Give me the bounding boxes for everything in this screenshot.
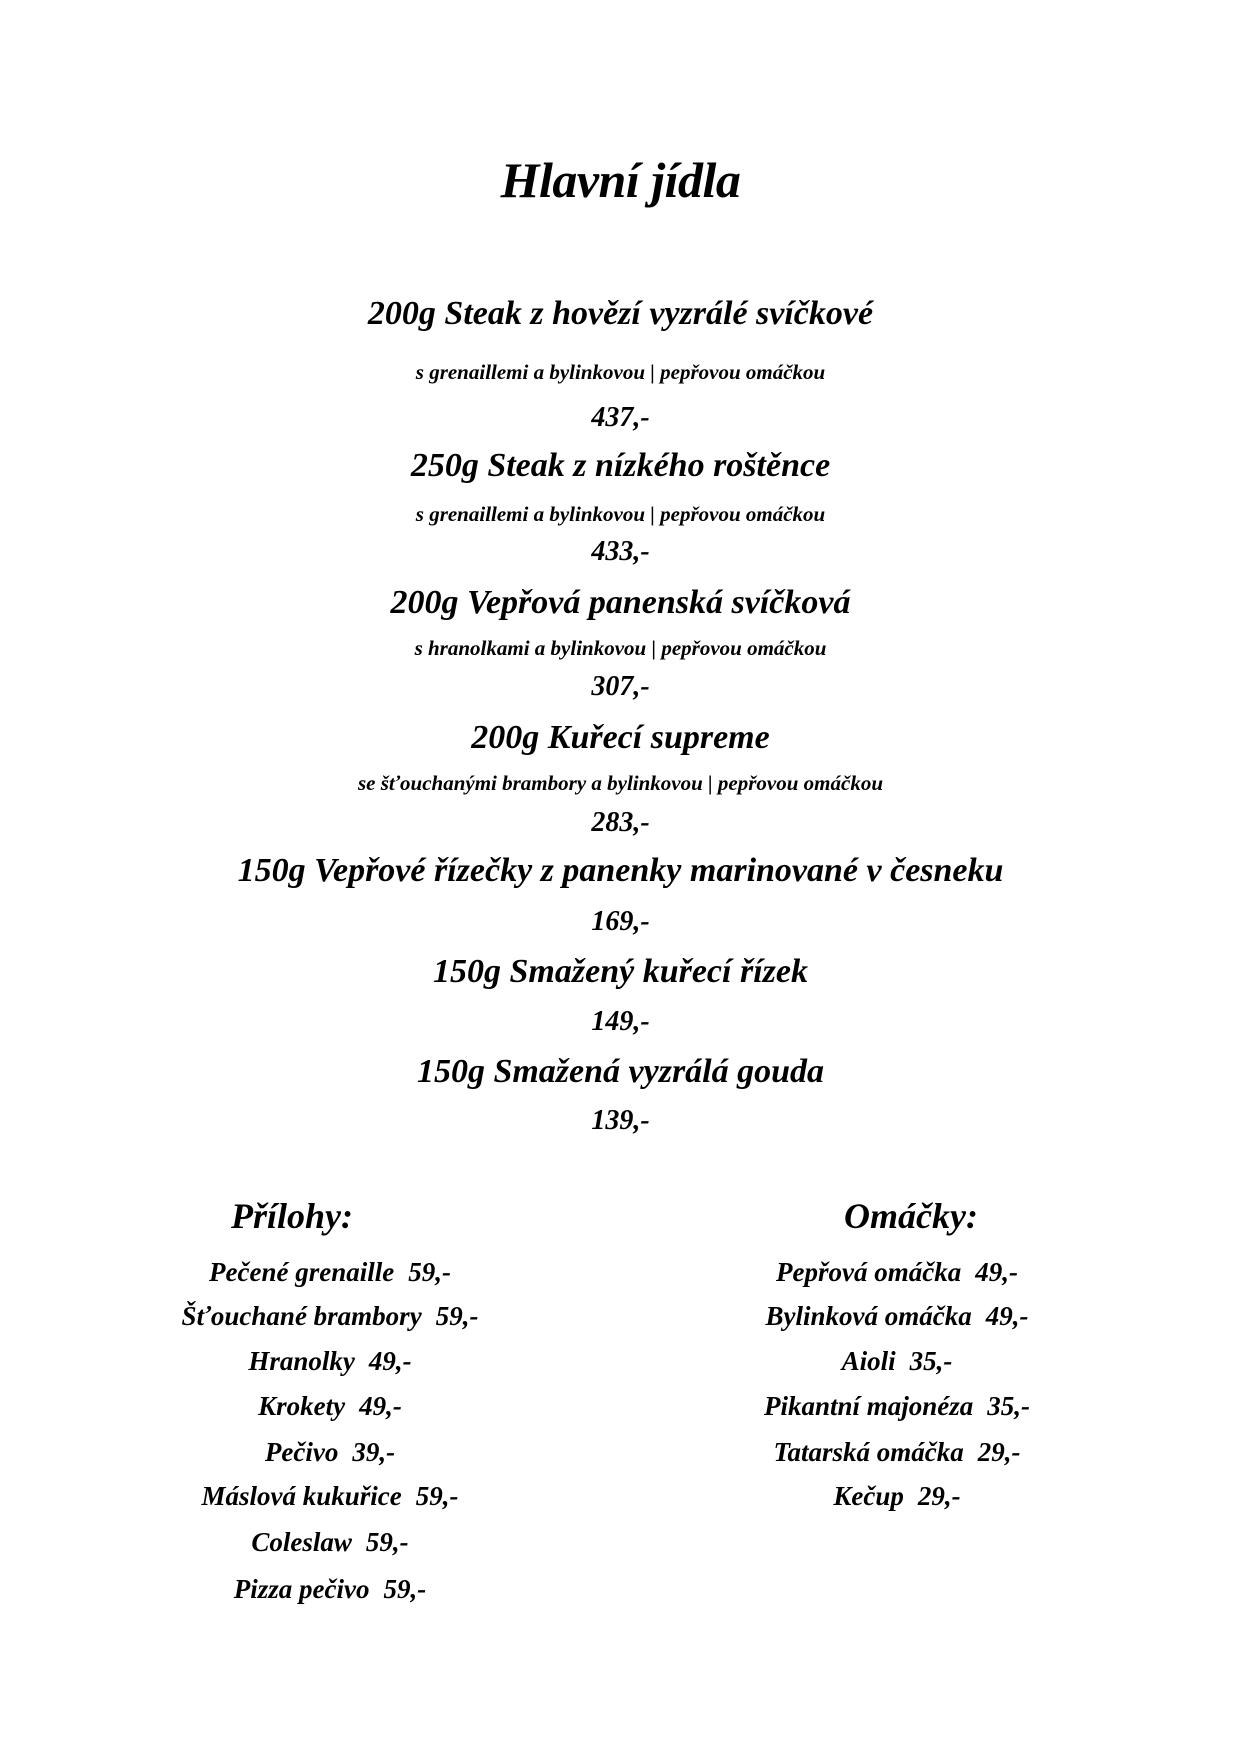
side-item-price: 49,-: [368, 1346, 412, 1376]
dish-name: 150g Smažená vyzrálá gouda: [416, 1053, 825, 1090]
sauce-item-name: Kečup: [833, 1481, 904, 1511]
sauce-item-price: 29,-: [917, 1481, 961, 1511]
side-item: [30, 1344, 630, 1378]
sauce-item-name: Pikantní majonéza: [763, 1391, 974, 1421]
dish-price: 307,-: [591, 671, 650, 702]
sauce-item: [597, 1389, 1197, 1423]
dish-price: 139,-: [591, 1105, 650, 1136]
dish-name: 200g Vepřová panenská svíčková: [390, 584, 851, 621]
dish-name: 150g Smažený kuřecí řízek: [433, 953, 808, 990]
side-item-name: Šťouchané brambory: [181, 1301, 422, 1331]
side-item: [30, 1389, 630, 1423]
sauce-item-name: Tatarská omáčka: [773, 1437, 964, 1467]
dish-description: s hranolkami a bylinkovou | pepřovou omáčkou: [414, 636, 827, 660]
sauces-heading: Omáčky:: [844, 1196, 978, 1236]
page-title: Hlavní jídla: [500, 152, 741, 208]
side-item-name: Pizza pečivo: [233, 1574, 370, 1604]
side-item-name: Pečivo: [264, 1437, 339, 1467]
sauce-item-name: Bylinková omáčka: [765, 1301, 972, 1331]
sauce-item-price: 35,-: [987, 1391, 1031, 1421]
side-item-name: Hranolky: [248, 1346, 355, 1376]
dish-price: 283,-: [591, 807, 650, 838]
sauce-item: [597, 1479, 1197, 1513]
side-item-price: 59,-: [415, 1481, 459, 1511]
side-item: [30, 1299, 630, 1333]
sauce-item: [597, 1435, 1197, 1469]
dish-price: 169,-: [591, 906, 650, 937]
side-item-price: 49,-: [359, 1391, 402, 1421]
dish-name: 200g Steak z hovězí vyzrálé svíčkové: [367, 295, 874, 332]
side-item-name: Coleslaw: [251, 1527, 352, 1557]
sauce-item: [597, 1255, 1197, 1289]
side-item-price: 59,-: [365, 1527, 409, 1557]
side-item: [30, 1255, 630, 1289]
side-item-name: Pečené grenaille: [209, 1257, 395, 1287]
dish-name: 200g Kuřecí supreme: [471, 719, 770, 756]
sides-heading: Přílohy:: [231, 1196, 353, 1236]
side-item-price: 39,-: [352, 1437, 396, 1467]
sauce-item-price: 35,-: [909, 1346, 953, 1376]
side-item-price: 59,-: [383, 1574, 427, 1604]
dish-description: s grenaillemi a bylinkovou | pepřovou omáčkou: [415, 502, 826, 526]
sauce-item-price: 49,-: [975, 1257, 1018, 1287]
sauce-item: [597, 1299, 1197, 1333]
sauce-item: [597, 1344, 1197, 1378]
side-item: [30, 1479, 630, 1513]
dish-description: se šťouchanými brambory a bylinkovou | pepřovou omáčkou: [357, 771, 884, 795]
side-item: [30, 1435, 630, 1469]
side-item-price: 59,-: [408, 1257, 451, 1287]
dish-name: 150g Vepřové řízečky z panenky marinované v česneku: [237, 852, 1004, 889]
dish-price: 437,-: [591, 402, 650, 433]
dish-description: s grenaillemi a bylinkovou | pepřovou omáčkou: [415, 360, 826, 384]
dish-name: 250g Steak z nízkého roštěnce: [410, 447, 831, 484]
sauce-item-name: Pepřová omáčka: [776, 1257, 962, 1287]
side-item-price: 59,-: [435, 1301, 479, 1331]
side-item: [30, 1525, 630, 1559]
sauce-item-price: 49,-: [985, 1301, 1029, 1331]
side-item-name: Krokety: [258, 1391, 346, 1421]
side-item: [30, 1572, 630, 1606]
dish-price: 149,-: [591, 1006, 650, 1037]
sauce-item-name: Aioli: [841, 1346, 896, 1376]
dish-price: 433,-: [591, 536, 650, 567]
sauce-item-price: 29,-: [977, 1437, 1021, 1467]
side-item-name: Máslová kukuřice: [201, 1481, 402, 1511]
